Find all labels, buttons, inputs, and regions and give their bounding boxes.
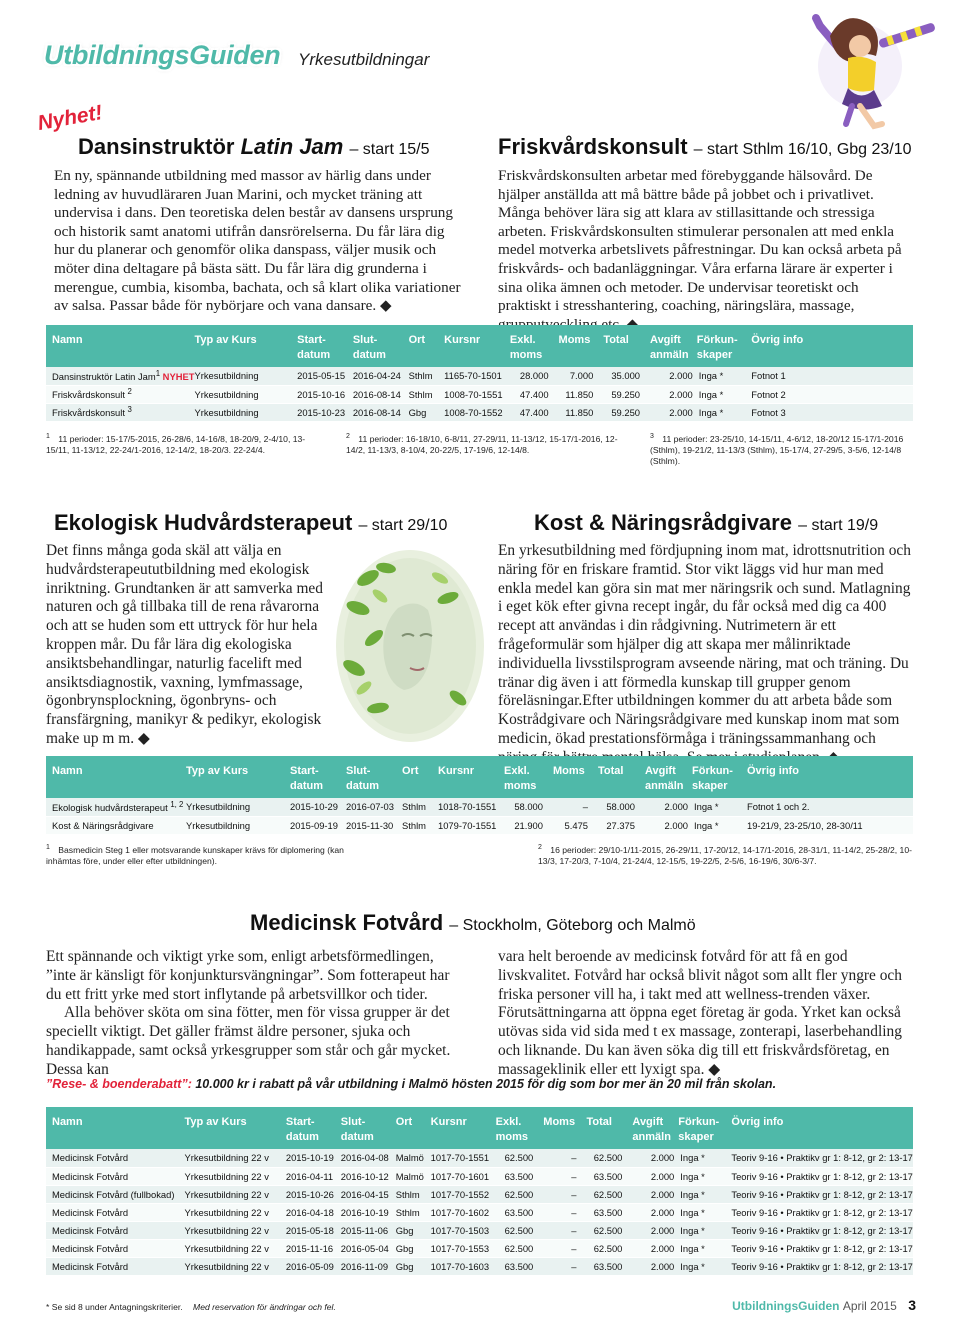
table-row	[46, 816, 913, 834]
cell-moms: –	[543, 1239, 586, 1257]
cell-avgift: 2.000	[632, 1257, 678, 1275]
cell-name: Medicinsk Fotvård	[46, 1257, 184, 1275]
kost-description: En yrkesutbildning med fördjupning inom mat, idrottsnutrition och näring för en friskare framtid. Stor vikt läggs vid hur man med enkla medel kan göra sin mat mer näringsrik och sund. Matlagning i eget kök efter givna recept ingår, du får också med dig ca 400 recept att användas i din rådgivning. Nutrimetern är ett frågeformulär som hjälper dig att skapa mer målinriktade individuella livsstilsprogram avseende näring, mat och träning. Du tränar dig även i att förmedla kunskap till grupper genom föreläsningar.Efter utbildningen kommer du att arbeta både som Kostrådgivare och Näringsrådgivare med kunskap inom mat som medicin, ökad prestationsförmåga i träningssammanhang och näring för bättre mental hälsa. Se mer i studieplanen. ◆	[498, 542, 911, 766]
cell-avgift: 2.000	[632, 1167, 678, 1185]
cell-ort: Sthlm	[409, 367, 445, 385]
col-start-2: datum	[297, 349, 331, 361]
col-forkun-2: skaper	[696, 349, 733, 361]
cell-avgift: 2.000	[632, 1221, 678, 1239]
dans-description: En ny, spännande utbildning med massor av härlig dans under ledning av huvudläraren Juan Marini, och mycket träning att undervisa i dans. Den teoretiska delen består av dansens ursprung och historik samt anatomi utifrån dansrörelserna. Du får lära dig hur du planerar och genomför olika danspass, väljer musik och möter dina deltagare på bästa sätt. Du får lära dig grunderna i merengue, cumbia, kisomba, bachata, och så klart olika variationer av salsa. Passar både för nybörjare och vana dansare. ◆	[54, 167, 461, 315]
cell-forkun: Inga *	[697, 403, 752, 421]
cell-info: Fotnot 3	[751, 403, 913, 421]
col-slut-1: Slut-	[346, 765, 371, 777]
cell-info: Fotnot 2	[751, 385, 913, 403]
cell-info: Fotnot 1	[751, 367, 913, 385]
cell-slut: 2016-10-19	[341, 1203, 396, 1221]
col-exkl-1: Exkl.	[495, 1116, 522, 1128]
cell-info: Teoriv 9-16 • Praktikv gr 1: 8-12, gr 2: 13-17	[731, 1221, 913, 1239]
cell-name-text: Friskvårdskonsult	[52, 407, 125, 419]
heading-frisk	[498, 134, 912, 160]
cell-name	[46, 798, 186, 816]
cell-slut: 2016-08-14	[353, 403, 409, 421]
table-row	[46, 1185, 913, 1203]
cell-nyhet-tag: NYHET	[162, 371, 195, 383]
page-number: 3	[908, 1297, 916, 1313]
discount-label: ”Rese- & boenderabatt”:	[46, 1077, 192, 1091]
cell-ort: Sthlm	[396, 1185, 431, 1203]
cell-total: 63.500	[587, 1257, 633, 1275]
cell-info: Teoriv 9-16 • Praktikv gr 1: 8-12, gr 2: 13-17	[731, 1203, 913, 1221]
footnote	[46, 431, 306, 456]
cell-start: 2015-05-18	[286, 1221, 341, 1239]
heading-frisk-start: – start Sthlm 16/10, Gbg 23/10	[693, 141, 912, 158]
cell-typ: Yrkesutbildning 22 v	[184, 1167, 285, 1185]
cell-name: Kost & Näringsrådgivare	[46, 816, 186, 834]
cell-forkun: Inga *	[678, 1257, 731, 1275]
cell-sup: 2	[127, 387, 132, 397]
cell-info: Teoriv 9-16 • Praktikv gr 1: 8-12, gr 2: 13-17	[731, 1167, 913, 1185]
footnote	[346, 431, 626, 456]
col-exkl-1: Exkl.	[509, 334, 536, 346]
cell-exkl: 47.400	[510, 403, 559, 421]
col-exkl-2: moms	[504, 780, 537, 792]
cell-slut: 2015-11-06	[341, 1221, 396, 1239]
cell-typ: Yrkesutbildning 22 v	[184, 1239, 285, 1257]
footnote	[46, 842, 376, 867]
col-forkun	[678, 1107, 731, 1149]
cell-total: 62.500	[587, 1221, 633, 1239]
footnote-number: 1	[46, 844, 50, 851]
col-start-1: Start-	[285, 1116, 315, 1128]
col-namn: Namn	[52, 765, 83, 777]
footer-date: April 2015	[842, 1299, 897, 1313]
cell-kursnr: 1008-70-1552	[444, 403, 510, 421]
col-exkl-2: moms	[509, 349, 543, 361]
col-forkun-2: skaper	[678, 1131, 714, 1143]
cell-ort: Sthlm	[402, 798, 438, 816]
col-namn: Namn	[52, 1116, 83, 1128]
cell-ort: Sthlm	[402, 816, 438, 834]
cell-slut: 2015-11-30	[346, 816, 402, 834]
cell-ort: Malmö	[396, 1149, 431, 1167]
cell-total: 63.500	[587, 1203, 633, 1221]
col-exkl	[510, 325, 559, 367]
col-moms: Moms	[558, 334, 591, 346]
cell-typ: Yrkesutbildning	[186, 798, 290, 816]
cell-typ: Yrkesutbildning 22 v	[184, 1203, 285, 1221]
cell-total: 58.000	[598, 798, 645, 816]
fot-description-col1	[46, 948, 462, 1080]
col-total: Total	[586, 1116, 612, 1128]
dancer-illustration	[790, 6, 960, 132]
cell-start: 2016-05-09	[286, 1257, 341, 1275]
col-ort: Ort	[395, 1116, 413, 1128]
discount-note	[46, 1077, 776, 1091]
course-table-1	[46, 325, 913, 422]
cell-moms: –	[553, 798, 598, 816]
col-avgift-1: Avgift	[632, 1116, 664, 1128]
footnote-text: 16 perioder: 29/10-1/11-2015, 26-29/11, 17-20/12, 14-17/1-2016, 28-31/1, 11-14/2, 25-28/2, 10-13/3, 17-20/3, 7-10/4, 21-24/4, 12-15/5, 19-22/5, 2-5/6, 16-19/6, 30/6-3/7.	[538, 844, 912, 866]
cell-total: 35.000	[603, 367, 650, 385]
col-typ: Typ av Kurs	[184, 1116, 247, 1128]
cell-kursnr: 1017-70-1503	[431, 1221, 496, 1239]
cell-name: Medicinsk Fotvård (fullbokad)	[46, 1185, 184, 1203]
cell-name-text: Ekologisk hudvårdsterapeut	[52, 802, 168, 814]
col-ort: Ort	[408, 334, 426, 346]
cell-info: Teoriv 9-16 • Praktikv gr 1: 8-12, gr 2: 13-17	[731, 1239, 913, 1257]
cell-typ: Yrkesutbildning	[186, 816, 290, 834]
fot-paragraph: Alla behöver sköta om sina fötter, men för vissa grupper är det speciellt viktigt. Det gäller främst äldre personer, sjuka och handikappade, samt också yrkesgrupper som står och går mycket. Dessa kan	[46, 1004, 451, 1078]
col-typ: Typ av Kurs	[186, 765, 249, 777]
cell-moms: 5.475	[553, 816, 598, 834]
table-header-row	[46, 756, 913, 798]
col-slut	[346, 756, 402, 798]
cell-slut: 2016-05-04	[341, 1239, 396, 1257]
footnote-text: Basmedicin Steg 1 eller motsvarande kunskaper krävs för diplomering (kan inhämtas före, under eller efter utbildningen).	[46, 844, 344, 866]
cell-name: Medicinsk Fotvård	[46, 1203, 184, 1221]
cell-avgift: 2.000	[650, 385, 697, 403]
col-ovrig: Övrig info	[751, 334, 804, 346]
cell-avgift: 2.000	[650, 403, 697, 421]
col-slut-2: datum	[340, 1131, 374, 1143]
cell-total: 27.375	[598, 816, 645, 834]
cell-kursnr: 1017-70-1552	[431, 1185, 496, 1203]
heading-dans-title: Dansinstruktör	[78, 134, 235, 159]
cell-start: 2015-10-23	[297, 403, 353, 421]
cell-slut: 2016-04-08	[341, 1149, 396, 1167]
cell-start: 2015-05-15	[297, 367, 353, 385]
cell-kursnr: 1017-70-1551	[431, 1149, 496, 1167]
cell-name: Medicinsk Fotvård	[46, 1221, 184, 1239]
footnote-number: 2	[538, 844, 542, 851]
cell-total: 62.500	[587, 1149, 633, 1167]
cell-ort: Sthlm	[396, 1203, 431, 1221]
cell-ort: Gbg	[396, 1239, 431, 1257]
col-slut	[341, 1107, 396, 1149]
cell-name: Medicinsk Fotvård	[46, 1239, 184, 1257]
course-table-3	[46, 1107, 913, 1276]
section-title: Yrkesutbildningar	[298, 50, 430, 69]
cell-typ: Yrkesutbildning	[194, 367, 297, 385]
table-header-row	[46, 1107, 913, 1149]
cell-exkl: 62.500	[496, 1185, 544, 1203]
col-total: Total	[603, 334, 629, 346]
cell-info: 19-21/9, 23-25/10, 28-30/11	[747, 816, 913, 834]
cell-kursnr: 1079-70-1551	[438, 816, 504, 834]
cell-ort: Gbg	[396, 1221, 431, 1239]
cell-name	[46, 403, 194, 421]
course-table-2	[46, 756, 913, 835]
cell-kursnr: 1008-70-1551	[444, 385, 510, 403]
cell-name: Medicinsk Fotvård	[46, 1149, 184, 1167]
cell-slut: 2016-07-03	[346, 798, 402, 816]
cell-total: 63.500	[587, 1167, 633, 1185]
cell-typ: Yrkesutbildning	[194, 403, 297, 421]
col-slut-2: datum	[352, 349, 386, 361]
heading-dans	[78, 134, 429, 160]
cell-ort: Malmö	[396, 1167, 431, 1185]
cell-ort: Gbg	[396, 1257, 431, 1275]
cell-sup: 3	[127, 405, 132, 415]
col-slut	[353, 325, 409, 367]
footnote-number: 2	[346, 433, 350, 440]
cell-start: 2015-10-19	[286, 1149, 341, 1167]
footnote-text: 11 perioder: 23-25/10, 14-15/11, 4-6/12, 18-20/12 15-17/1-2016 (Sthlm), 19-21/2, 11-13/3 (Sthlm), 15-17/4, 27-29/5, 3-5/6, 12-14/8 (Sthlm).	[650, 433, 904, 466]
cell-avgift: 2.000	[632, 1149, 678, 1167]
col-avgift	[650, 325, 697, 367]
cell-sup: 1, 2	[170, 800, 184, 810]
cell-exkl: 62.500	[496, 1149, 544, 1167]
cell-forkun: Inga *	[697, 385, 752, 403]
cell-forkun: Inga *	[678, 1167, 731, 1185]
cell-forkun: Inga *	[678, 1149, 731, 1167]
cell-moms: –	[543, 1167, 586, 1185]
cell-name: Medicinsk Fotvård	[46, 1167, 184, 1185]
cell-avgift: 2.000	[632, 1203, 678, 1221]
cell-kursnr: 1017-70-1601	[431, 1167, 496, 1185]
frisk-description: Friskvårdskonsulten arbetar med förebyggande hälsovård. De hjälper anställda att må bättre både på jobbet och i privatlivet. Många behöver lära sig att klara av stillasittande och stressiga arbeten. Friskvårdskonsulten stimulerar personalen att med enkla medel motverka arbetslivets påfrestningar. Du kan också arbeta på friskvårds- och badanläggningar. Våra erfarna lärare är experter i sina olika ämnen och metoder. De undervisar teoretiskt och praktiskt i stresshantering, coaching, näringslära, massage, grupputveckling etc. ◆	[498, 167, 902, 333]
footnote-text: 11 perioder: 16-18/10, 6-8/11, 27-29/11, 11-13/12, 15-17/1-2016, 12-14/2, 11-13/3, 8-10/4, 20-22/5, 17-19/6, 12-14/8.	[346, 433, 618, 455]
col-start-1: Start-	[297, 334, 326, 346]
col-slut-1: Slut-	[340, 1116, 366, 1128]
heading-eko-title: Ekologisk Hudvårdsterapeut	[54, 510, 353, 535]
heading-dans-italic: Latin Jam	[240, 134, 344, 159]
cell-start: 2015-10-29	[290, 798, 346, 816]
col-exkl-2: moms	[495, 1131, 529, 1143]
col-kursnr: Kursnr	[438, 765, 475, 777]
cell-start: 2016-04-11	[286, 1167, 341, 1185]
cell-moms: –	[543, 1203, 586, 1221]
col-forkun	[692, 756, 747, 798]
cell-exkl: 21.900	[504, 816, 553, 834]
cell-moms: –	[543, 1257, 586, 1275]
col-avgift-2: anmäln	[645, 780, 684, 792]
cell-kursnr: 1018-70-1551	[438, 798, 504, 816]
cell-exkl: 63.500	[496, 1167, 544, 1185]
col-moms: Moms	[553, 765, 585, 777]
heading-fot	[250, 910, 696, 936]
footer-brand	[732, 1297, 916, 1313]
col-exkl	[496, 1107, 544, 1149]
col-forkun-2: skaper	[692, 780, 728, 792]
footer-criteria: * Se sid 8 under Antagningskriterier.	[46, 1302, 183, 1312]
col-avgift-2: anmäln	[632, 1131, 671, 1143]
cell-slut: 2016-11-09	[341, 1257, 396, 1275]
cell-moms: –	[543, 1185, 586, 1203]
cell-sup: 1	[155, 369, 161, 379]
table-row	[46, 403, 913, 421]
cell-info: Fotnot 1 och 2.	[747, 798, 913, 816]
heading-kost-title: Kost & Näringsrådgivare	[534, 510, 792, 535]
cell-info: Teoriv 9-16 • Praktikv gr 1: 8-12, gr 2: 13-17	[731, 1149, 913, 1167]
face-leaves-illustration	[328, 538, 488, 746]
footnote	[650, 431, 912, 467]
cell-avgift: 2.000	[650, 367, 697, 385]
cell-exkl: 58.000	[504, 798, 553, 816]
cell-forkun: Inga *	[678, 1203, 731, 1221]
cell-forkun: Inga *	[678, 1185, 731, 1203]
table-row	[46, 1167, 913, 1185]
table-row	[46, 1239, 913, 1257]
cell-typ: Yrkesutbildning 22 v	[184, 1221, 285, 1239]
table-header-row	[46, 325, 913, 367]
col-kursnr: Kursnr	[444, 334, 481, 346]
col-avgift	[645, 756, 692, 798]
cell-avgift: 2.000	[645, 798, 692, 816]
col-avgift-1: Avgift	[645, 765, 676, 777]
cell-exkl: 28.000	[510, 367, 559, 385]
col-slut-2: datum	[346, 780, 379, 792]
col-forkun-1: Förkun-	[696, 334, 738, 346]
col-slut-1: Slut-	[352, 334, 378, 346]
col-forkun	[697, 325, 752, 367]
cell-exkl: 62.500	[496, 1239, 544, 1257]
col-typ: Typ av Kurs	[194, 334, 257, 346]
cell-exkl: 63.500	[496, 1257, 544, 1275]
cell-forkun: Inga *	[692, 798, 747, 816]
cell-ort: Gbg	[409, 403, 445, 421]
col-kursnr: Kursnr	[430, 1116, 467, 1128]
col-forkun-1: Förkun-	[678, 1116, 720, 1128]
footnote-number: 3	[650, 433, 654, 440]
cell-slut: 2016-04-24	[353, 367, 409, 385]
cell-exkl: 47.400	[510, 385, 559, 403]
cell-name	[46, 367, 194, 385]
fot-paragraph: Ett spännande och viktigt yrke som, enligt arbetsförmedlingen, ”inte är känsligt för konjunktursvängningar”. Som fotterapeut har du ett fritt yrke med stort inflytande på arbetsvillkor och tider.	[46, 948, 450, 1003]
cell-moms: –	[543, 1149, 586, 1167]
cell-start: 2015-10-26	[286, 1185, 341, 1203]
logo: UtbildningsGuiden	[44, 40, 281, 70]
cell-name-text: Dansinstruktör Latin Jam	[52, 371, 156, 383]
footer-note	[46, 1302, 336, 1312]
cell-total: 59.250	[603, 403, 650, 421]
col-start-2: datum	[285, 1131, 319, 1143]
cell-moms: 7.000	[559, 367, 604, 385]
cell-avgift: 2.000	[645, 816, 692, 834]
heading-frisk-title: Friskvårdskonsult	[498, 134, 688, 159]
cell-slut: 2016-08-14	[353, 385, 409, 403]
table-row	[46, 367, 913, 385]
col-start	[286, 1107, 341, 1149]
footer-brand-name: UtbildningsGuiden	[732, 1299, 840, 1313]
cell-moms: 11.850	[559, 385, 604, 403]
col-start	[297, 325, 353, 367]
cell-exkl: 63.500	[496, 1203, 544, 1221]
cell-avgift: 2.000	[632, 1185, 678, 1203]
cell-start: 2016-04-18	[286, 1203, 341, 1221]
new-badge: Nyhet!	[35, 101, 105, 136]
cell-slut: 2016-04-15	[341, 1185, 396, 1203]
cell-name	[46, 385, 194, 403]
cell-kursnr: 1017-70-1603	[431, 1257, 496, 1275]
cell-forkun: Inga *	[692, 816, 747, 834]
footer-reservation: Med reservation för ändringar och fel.	[193, 1302, 336, 1312]
cell-forkun: Inga *	[678, 1221, 731, 1239]
cell-kursnr: 1017-70-1553	[431, 1239, 496, 1257]
cell-moms: –	[543, 1221, 586, 1239]
cell-typ: Yrkesutbildning	[194, 385, 297, 403]
heading-dans-start: – start 15/5	[349, 141, 430, 158]
col-avgift-2: anmäln	[650, 349, 689, 361]
heading-fot-sub: – Stockholm, Göteborg och Malmö	[449, 917, 696, 934]
col-exkl	[504, 756, 553, 798]
col-exkl-1: Exkl.	[504, 765, 530, 777]
col-avgift-1: Avgift	[650, 334, 681, 346]
footnote-number: 1	[46, 433, 50, 440]
col-start	[290, 756, 346, 798]
cell-name-text: Friskvårdskonsult	[52, 389, 125, 401]
table-row	[46, 385, 913, 403]
cell-avgift: 2.000	[632, 1239, 678, 1257]
cell-kursnr: 1017-70-1602	[431, 1203, 496, 1221]
col-namn: Namn	[52, 334, 83, 346]
table-row	[46, 1221, 913, 1239]
cell-total: 62.500	[587, 1185, 633, 1203]
table-row	[46, 1257, 913, 1275]
cell-exkl: 62.500	[496, 1221, 544, 1239]
cell-info: Teoriv 9-16 • Praktikv gr 1: 8-12, gr 2: 13-17	[731, 1185, 913, 1203]
col-ovrig: Övrig info	[747, 765, 799, 777]
heading-eko-start: – start 29/10	[358, 517, 448, 534]
col-avgift	[632, 1107, 678, 1149]
cell-total: 62.500	[587, 1239, 633, 1257]
col-total: Total	[598, 765, 624, 777]
table-row	[46, 1149, 913, 1167]
cell-forkun: Inga *	[678, 1239, 731, 1257]
cell-total: 59.250	[603, 385, 650, 403]
cell-ort: Sthlm	[409, 385, 445, 403]
eko-description: Det finns många goda skäl att välja en hudvårdsterapeututbildning med ekologisk inriktning. Grundtanken är att samverka med naturen och gå tillbaka till de rena råvarorna och att se huden som ett uttryck för hur hela kroppen mår. Du får lära dig ekologiska ansiktsbehandlingar, naturlig facelift med ansiktsdiagnostik, vaxning, lymfmassage, ögonbrynsplockning, ögonbryns- och fransfärgning, manikyr & pedikyr, ekologisk make up m m. ◆	[46, 542, 323, 747]
cell-typ: Yrkesutbildning 22 v	[184, 1257, 285, 1275]
table-row	[46, 798, 913, 816]
col-ovrig: Övrig info	[731, 1116, 784, 1128]
discount-text: 10.000 kr i rabatt på vår utbildning i Malmö hösten 2015 för dig som bor mer än 20 mil från skolan.	[191, 1077, 777, 1091]
heading-fot-title: Medicinsk Fotvård	[250, 910, 444, 935]
table-row	[46, 1203, 913, 1221]
heading-eko	[54, 510, 447, 536]
cell-typ: Yrkesutbildning 22 v	[184, 1185, 285, 1203]
col-moms: Moms	[543, 1116, 576, 1128]
col-start-2: datum	[290, 780, 323, 792]
cell-slut: 2016-10-12	[341, 1167, 396, 1185]
cell-start: 2015-09-19	[290, 816, 346, 834]
cell-info: Teoriv 9-16 • Praktikv gr 1: 8-12, gr 2: 13-17	[731, 1257, 913, 1275]
cell-start: 2015-10-16	[297, 385, 353, 403]
heading-kost	[534, 510, 878, 536]
heading-kost-start: – start 19/9	[798, 517, 879, 534]
col-forkun-1: Förkun-	[692, 765, 733, 777]
cell-typ: Yrkesutbildning 22 v	[184, 1149, 285, 1167]
cell-forkun: Inga *	[697, 367, 752, 385]
footnote-text: 11 perioder: 15-17/5-2015, 26-28/6, 14-16/8, 18-20/9, 2-4/10, 13-15/11, 11-13/12, 22-24/1-2016, 12-14/2, 18-20/3. 22-24/4.	[46, 433, 306, 455]
cell-start: 2015-11-16	[286, 1239, 341, 1257]
fot-description-col2: vara helt beroende av medicinsk fotvård för att få en god livskvalitet. Fotvård har också blivit något som allt fler yngre och friska personer vill ha, i takt med att wellness-trenden växer. Förutsättningarna att öppna eget företag är goda. Yrket kan också utövas sida vid sida med t ex massage, zonterapi, laserbehandling och liknande. Du kan även söka dig till ett friskvårdsföretag, en massageklinik eller ett lyxigt spa. ◆	[498, 948, 902, 1078]
footnote	[538, 842, 918, 867]
col-start-1: Start-	[290, 765, 319, 777]
col-ort: Ort	[402, 765, 419, 777]
cell-kursnr: 1165-70-1501	[444, 367, 510, 385]
cell-moms: 11.850	[559, 403, 604, 421]
